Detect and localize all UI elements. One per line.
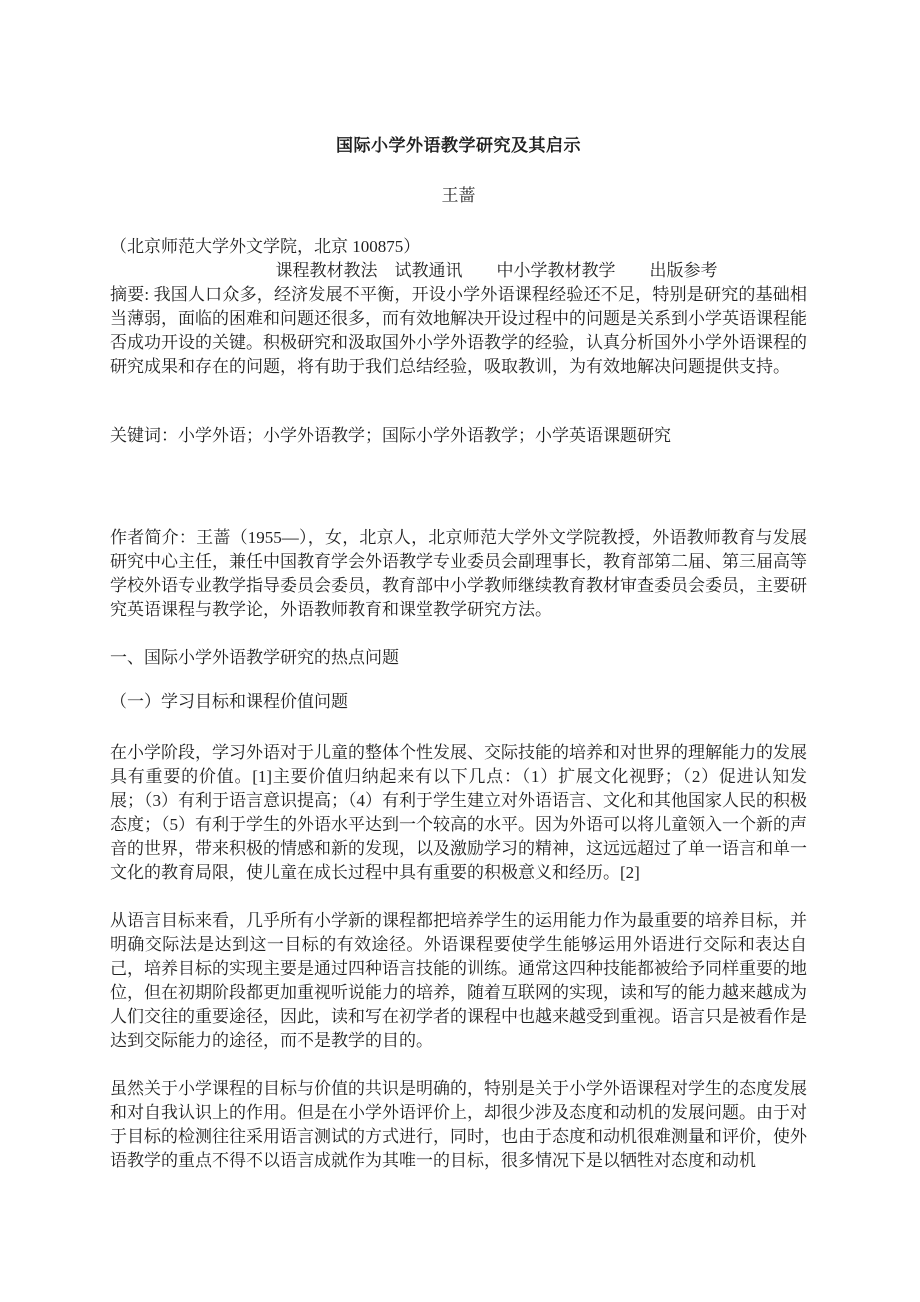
body-paragraph-3: 虽然关于小学课程的目标与价值的共识是明确的，特别是关于小学外语课程对学生的态度发展和对自我认识上的作用。但是在小学外语评价上，却很少涉及态度和动机的发展问题。由于对于目标的检测往往采用语言测试的方式进行，同时，也由于态度和动机很难测量和评价，使外语教学的重点不得不以语言成就作为其唯一的目标，很多情况下是以牺牲对态度和动机 [110,1079,807,1170]
abstract-label: 摘要: [110,285,154,304]
keywords-label: 关键词： [110,426,178,445]
journal-header-line: 课程教材教法 试教通讯 中小学教材教学 出版参考 [275,261,718,280]
keywords-line [110,424,807,448]
author-bio-label: 作者简介： [110,528,197,547]
abstract-text: 我国人口众多，经济发展不平衡，开设小学外语课程经验还不足，特别是研究的基础相当薄弱，面临的困难和问题还很多，而有效地解决开设过程中的问题是关系到小学英语课程能否成功开设的关键。积极研究和汲取国外小学外语教学的经验，认真分析国外小学外语课程的研究成果和存在的问题，将有助于我们总结经验，吸取教训，为有效地解决问题提供支持。 [110,285,807,376]
author-bio-text: 王蔷（1955—），女，北京人，北京师范大学外文学院教授，外语教师教育与发展研究中心主任，兼任中国教育学会外语教学专业委员会副理事长，教育部第二届、第三届高等学校外语专业教学指导委员会委员，教育部中小学教师继续教育教材审查委员会委员，主要研究英语课程与教学论，外语教师教育和课堂教学研究方法。 [110,528,808,619]
keywords-text: 小学外语；小学外语教学；国际小学外语教学；小学英语课题研究 [178,426,671,445]
author-bio-paragraph [110,526,807,622]
paper-title: 国际小学外语教学研究及其启示 [336,136,581,155]
body-paragraph-2: 从语言目标来看，几乎所有小学新的课程都把培养学生的运用能力作为最重要的培养目标，并明确交际法是达到这一目标的有效途径。外语课程要使学生能够运用外语进行交际和表达自己，培养目标的实现主要是通过四种语言技能的训练。通常这四种技能都被给予同样重要的地位，但在初期阶段都更加重视听说能力的培养，随着互联网的实现，读和写的能力越来越成为人们交往的重要途径，因此，读和写在初学者的课程中也越来越受到重视。语言只是被看作是达到交际能力的途径，而不是教学的目的。 [110,911,807,1050]
paper-author: 王蔷 [441,186,476,205]
section-heading-1: 一、国际小学外语教学研究的热点问题 [110,648,399,667]
body-paragraph-1: 在小学阶段，学习外语对于儿童的整体个性发展、交际技能的培养和对世界的理解能力的发展具有重要的价值。[1]主要价值归纳起来有以下几点：（1）扩展文化视野；（2）促进认知发展；（3）有利于语言意识提高；（4）有利于学生建立对外语语言、文化和其他国家人民的积极态度；（5）有利于学生的外语水平达到一个较高的水平。因为外语可以将儿童领入一个新的声音的世界，带来积极的情感和新的发现，以及激励学习的精神，这远远超过了单一语言和单一文化的教育局限，使儿童在成长过程中具有重要的积极意义和经历。[2] [110,743,807,882]
author-affiliation: （北京师范大学外文学院，北京 100875） [110,237,421,256]
abstract-paragraph [110,283,807,379]
subsection-heading-1-1: （一）学习目标和课程价值问题 [110,692,348,711]
